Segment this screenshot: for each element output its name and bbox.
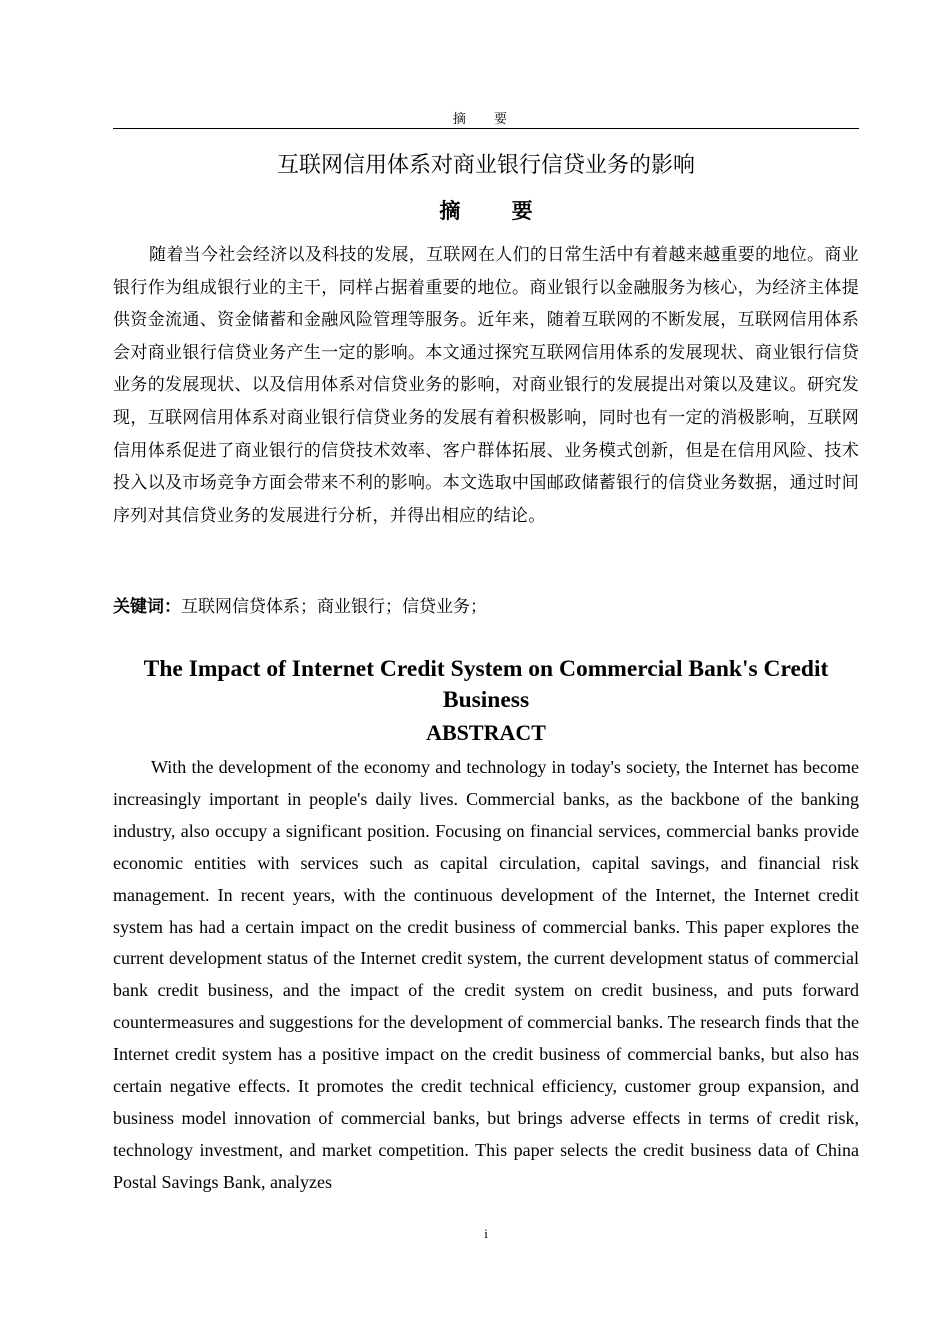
keywords-list: 互联网信贷体系；商业银行；信贷业务；	[181, 597, 487, 617]
english-abstract-body: With the development of the economy and technology in today's society, the Internet has become increasingly important in people's daily lives. Commercial banks, as the backbone of the banking industry, also occupy a significant position. Focusing on financial services, commercial banks provide economic entities with services such as capital circulation, capital savings, and financial risk management. In recent years, with the continuous development of the Internet, the Internet credit system has had a certain impact on the credit business of commercial banks. This paper explores the current development status of the Internet credit system, the current development status of commercial bank credit business, and the impact of the credit system on credit business, and puts forward countermeasures and suggestions for the development of commercial banks. The research finds that the Internet credit system has a positive impact on the credit business of commercial banks, but also has certain negative effects. It promotes the credit technical efficiency, customer group expansion, and business model innovation of commercial banks, but brings adverse effects in terms of credit risk, technology investment, and market competition. This paper selects the credit business data of China Postal Savings Bank, analyzes	[113, 757, 859, 1192]
english-title: The Impact of Internet Credit System on Commercial Bank's Credit Business	[143, 656, 829, 713]
chinese-title: 互联网信用体系对商业银行信贷业务的影响	[276, 153, 695, 178]
running-header: 摘 要	[452, 112, 520, 127]
chinese-abstract-body: 随着当今社会经济以及科技的发展，互联网在人们的日常生活中有着越来越重要的地位。商业银行作为组成银行业的主干，同样占据着重要的地位。商业银行以金融服务为核心，为经济主体提供资金流通、资金储蓄和金融风险管理等服务。近年来，随着互联网的不断发展，互联网信用体系会对商业银行信贷业务产生一定的影响。本文通过探究互联网信用体系的发展现状、商业银行信贷业务的发展现状、以及信用体系对信贷业务的影响，对商业银行的发展提出对策以及建议。研究发现，互联网信用体系对商业银行信贷业务的发展有着积极影响，同时也有一定的消极影响，互联网信用体系促进了商业银行的信贷技术效率、客户群体拓展、业务模式创新，但是在信用风险、技术投入以及市场竞争方面会带来不利的影响。本文选取中国邮政储蓄银行的信贷业务数据，通过时间序列对其信贷业务的发展进行分析，并得出相应的结论。	[113, 245, 859, 526]
header-rule	[113, 128, 859, 129]
chinese-keywords	[113, 592, 859, 622]
page-number: i	[484, 1226, 488, 1241]
chinese-abstract-heading: 摘 要	[439, 199, 555, 223]
english-abstract-heading: ABSTRACT	[426, 720, 546, 745]
keywords-label: 关键词：	[113, 597, 181, 617]
